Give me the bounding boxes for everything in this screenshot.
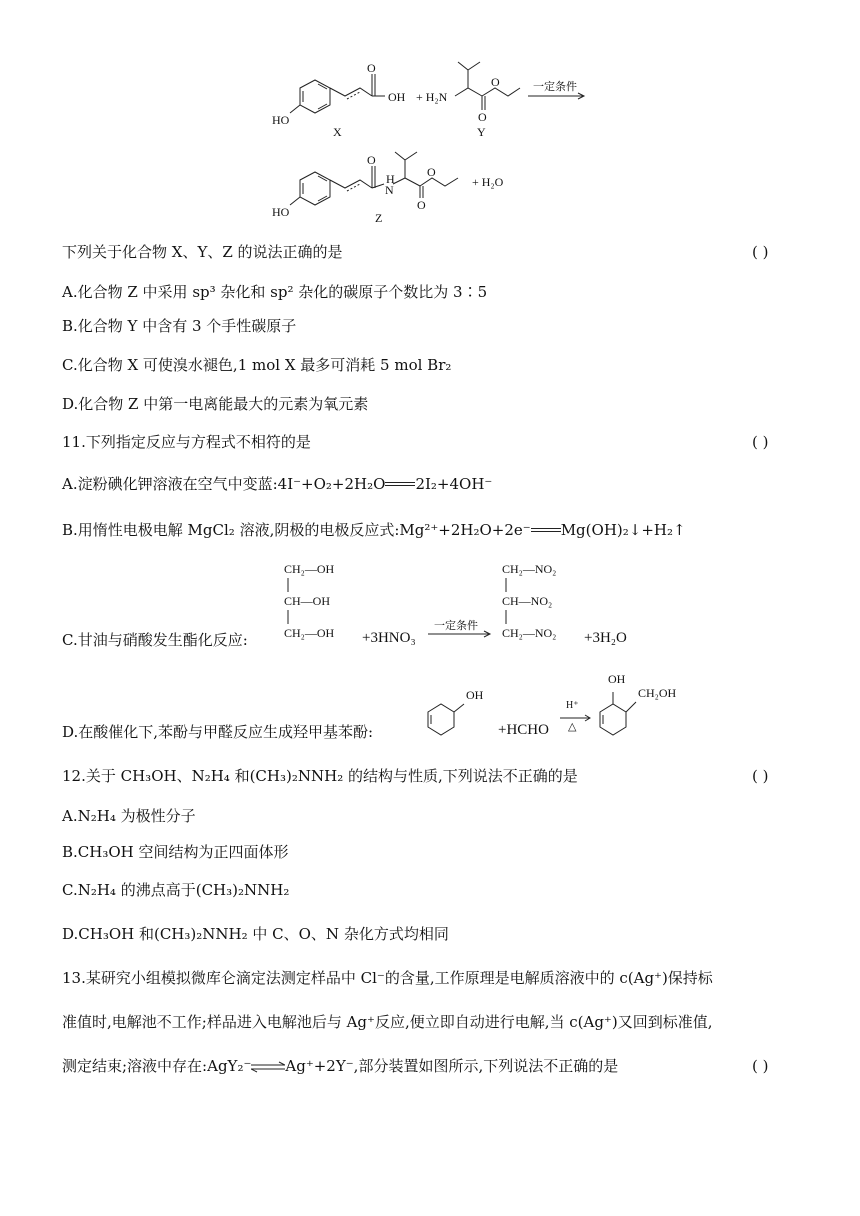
z-o2-label: O bbox=[417, 198, 426, 212]
q12-option-c: C.N₂H₄ 的沸点高于(CH₃)₂NNH₂ bbox=[62, 881, 290, 899]
nitrate-row1: CH₂—NO₂ bbox=[502, 562, 557, 576]
q11-answer-paren: ( ) bbox=[752, 433, 769, 451]
z-h2o-label: + H₂O bbox=[472, 175, 504, 189]
product-ch2oh-label: CH₂OH bbox=[638, 686, 677, 700]
q11-a-right: 2I₂+4OH⁻ bbox=[415, 475, 493, 493]
y-o2-label: O bbox=[491, 75, 500, 89]
q10-option-b: B.化合物 Y 中含有 3 个手性碳原子 bbox=[62, 317, 297, 335]
x-ho-label: HO bbox=[272, 113, 290, 127]
x-label: X bbox=[333, 125, 342, 139]
q11-option-c: C.甘油与硝酸发生酯化反应: bbox=[62, 631, 248, 649]
nitrate-row3: CH₂—NO₂ bbox=[502, 626, 557, 640]
z-label: Z bbox=[375, 211, 383, 225]
q11-option-a bbox=[62, 474, 492, 494]
q11-c-condition: 一定条件 bbox=[434, 620, 478, 632]
q12-option-d: D.CH₃OH 和(CH₃)₂NNH₂ 中 C、O、N 杂化方式均相同 bbox=[62, 925, 449, 943]
q11-a-left: A.淀粉碘化钾溶液在空气中变蓝:4I⁻+O₂+2H₂O bbox=[62, 475, 386, 493]
q12-stem: 12.关于 CH₃OH、N₂H₄ 和(CH₃)₂NNH₂ 的结构与性质,下列说法不正确的是 bbox=[62, 767, 578, 785]
q13-line2: 准值时,电解池不工作;样品进入电解池后与 Ag⁺反应,便立即自动进行电解,当 c(Ag⁺)又回到标准值, bbox=[62, 1013, 713, 1031]
nitrate-row2: CH—NO₂ bbox=[502, 594, 553, 608]
z-ho-label: HO bbox=[272, 205, 290, 219]
q13-answer-paren: ( ) bbox=[752, 1057, 769, 1075]
y-o-label: O bbox=[478, 110, 487, 124]
phenol-oh-label: OH bbox=[466, 688, 484, 702]
q13-line1: 13.某研究小组模拟微库仑滴定法测定样品中 Cl⁻的含量,工作原理是电解质溶液中的 c(Ag⁺)保持标 bbox=[62, 969, 713, 987]
z-benzene-ring bbox=[300, 172, 330, 205]
q13-line3 bbox=[62, 1056, 618, 1076]
q11-c-plus-hno3: +3HNO₃ bbox=[362, 630, 416, 646]
x-o-label: O bbox=[367, 61, 376, 75]
y-h2n-label: + H₂N bbox=[416, 90, 448, 104]
q13-line3-left: 测定结束;溶液中存在:AgY₂⁻ bbox=[62, 1057, 252, 1075]
glycerol-row3: CH₂—OH bbox=[284, 626, 335, 640]
equals-sign bbox=[531, 525, 561, 537]
q11-option-d: D.在酸催化下,苯酚与甲醛反应生成羟甲基苯酚: bbox=[62, 723, 374, 741]
glycerol-row2: CH—OH bbox=[284, 594, 331, 608]
product-oh-label: OH bbox=[608, 672, 626, 686]
reaction-scheme bbox=[0, 0, 860, 230]
q12-option-a: A.N₂H₄ 为极性分子 bbox=[62, 807, 196, 825]
z-n-label: N bbox=[385, 183, 394, 197]
heat-symbol: △ bbox=[568, 721, 577, 733]
q10-stem: 下列关于化合物 X、Y、Z 的说法正确的是 bbox=[62, 243, 343, 261]
q11-d-plus-hcho: +HCHO bbox=[498, 722, 549, 738]
x-benzene-ring bbox=[300, 80, 330, 113]
z-h-label: H bbox=[386, 172, 395, 186]
glycerol-row1: CH₂—OH bbox=[284, 562, 335, 576]
z-o3-label: O bbox=[427, 165, 436, 179]
acid-catalyst: H⁺ bbox=[566, 700, 579, 711]
q10-option-c: C.化合物 X 可使溴水褪色,1 mol X 最多可消耗 5 mol Br₂ bbox=[62, 356, 452, 374]
q11-b-left: B.用惰性电极电解 MgCl₂ 溶液,阴极的电极反应式:Mg²⁺+2H₂O+2e⁻ bbox=[62, 521, 531, 539]
q11-c-product-water: +3H₂O bbox=[584, 630, 627, 646]
q10-option-d: D.化合物 Z 中第一电离能最大的元素为氧元素 bbox=[62, 395, 369, 413]
y-label: Y bbox=[477, 125, 486, 139]
q11-option-b bbox=[62, 520, 686, 540]
x-oh-label: OH bbox=[388, 90, 406, 104]
equilibrium-arrow bbox=[251, 1061, 285, 1073]
z-o-label: O bbox=[367, 153, 376, 167]
q13-line3-right: Ag⁺+2Y⁻,部分装置如图所示,下列说法不正确的是 bbox=[285, 1057, 619, 1075]
q11-b-right: Mg(OH)₂↓+H₂↑ bbox=[560, 521, 686, 539]
q12-option-b: B.CH₃OH 空间结构为正四面体形 bbox=[62, 843, 289, 861]
q11-stem: 11.下列指定反应与方程式不相符的是 bbox=[62, 433, 311, 451]
q12-answer-paren: ( ) bbox=[752, 767, 769, 785]
q10-answer-paren: ( ) bbox=[752, 243, 769, 261]
arrow-condition: 一定条件 bbox=[533, 81, 577, 93]
equals-sign bbox=[385, 479, 415, 491]
q10-option-a: A.化合物 Z 中采用 sp³ 杂化和 sp² 杂化的碳原子个数比为 3∶5 bbox=[62, 283, 488, 301]
